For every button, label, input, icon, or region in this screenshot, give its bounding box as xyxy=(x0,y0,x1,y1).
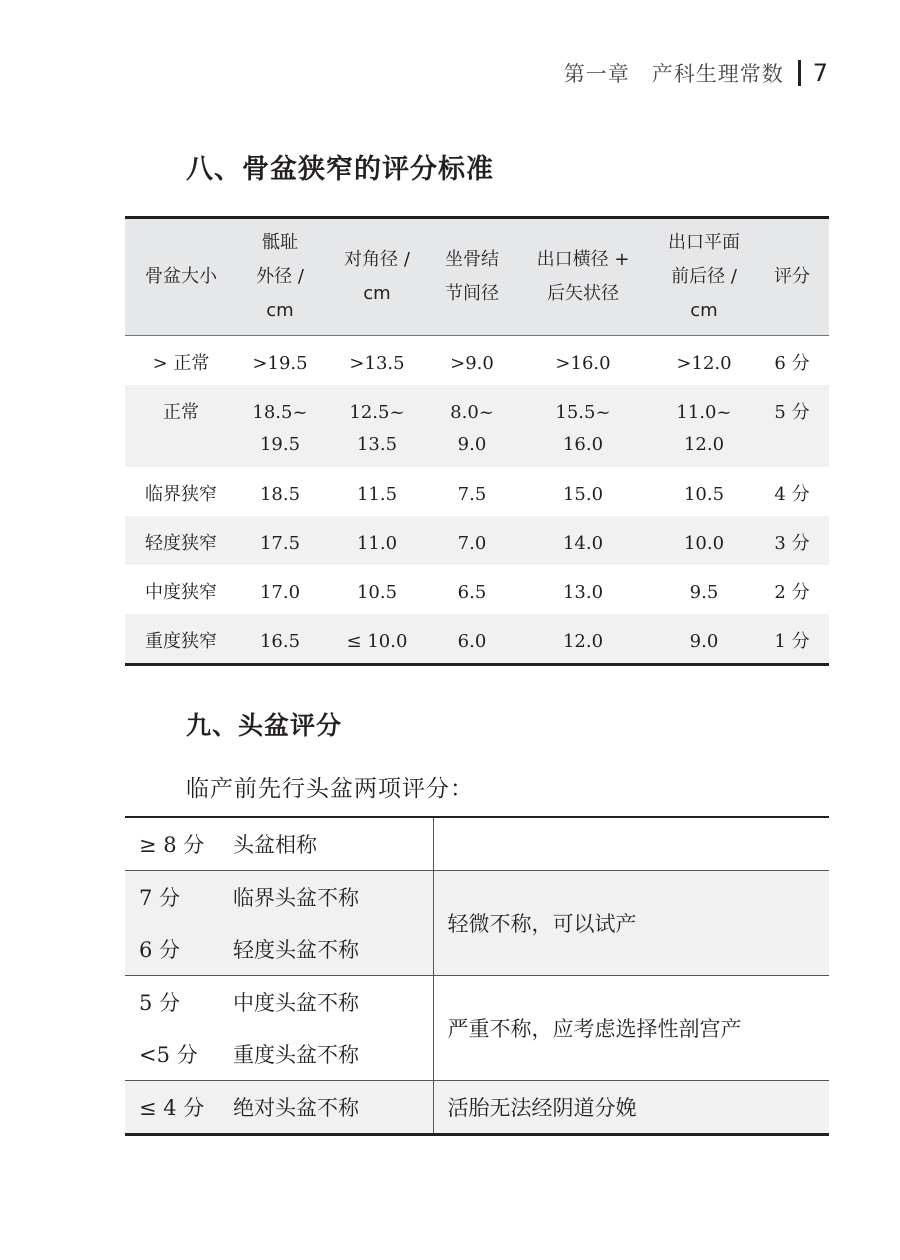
score-grade: 中度头盆不称 xyxy=(233,991,359,1015)
score-line xyxy=(125,923,433,975)
table-cell: 正常 xyxy=(125,385,237,467)
score-group-lines xyxy=(125,817,433,871)
score-line xyxy=(125,818,433,870)
table-cell: 16.5 xyxy=(237,614,323,665)
table-cell: 12.0 xyxy=(513,614,653,665)
score-value: 7 分 xyxy=(139,886,181,910)
score-line xyxy=(125,976,433,1028)
section-9-intro: 临产前先行头盆两项评分： xyxy=(186,776,474,802)
table-cell: 13.0 xyxy=(562,582,604,603)
section-9-title: 九、头盆评分 xyxy=(186,711,343,740)
score-grade: 临界头盆不称 xyxy=(233,886,359,910)
table-cell: 2 分 xyxy=(774,582,810,603)
score-group-description xyxy=(433,817,829,871)
score-group-lines xyxy=(125,976,433,1081)
table-cell: 轻度狭窄 xyxy=(125,516,237,565)
table-row xyxy=(125,336,829,386)
table-cell: 7.5 xyxy=(457,484,487,505)
table-cell: 6 分 xyxy=(774,353,810,374)
table-cell: 18.5~ 19.5 xyxy=(237,385,323,467)
table-cell: 1 分 xyxy=(755,614,829,665)
table-cell: 7.0 xyxy=(431,516,513,565)
table-cell: 6.5 xyxy=(457,582,487,603)
pelvis-score-table xyxy=(125,216,829,666)
column-header: 出口平面 前后径 / cm xyxy=(653,218,755,336)
score-value: 5 分 xyxy=(139,991,181,1015)
score-group-row xyxy=(125,976,829,1081)
score-group-lines xyxy=(125,1081,433,1135)
table-cell: 5 分 xyxy=(755,385,829,467)
section-8-title: 八、骨盆狭窄的评分标准 xyxy=(186,154,494,185)
table-row xyxy=(125,467,829,516)
table-cell: 11.5 xyxy=(356,484,398,505)
table-cell: 10.0 xyxy=(653,516,755,565)
table-body xyxy=(125,336,829,665)
score-grade: 重度头盆不称 xyxy=(233,1043,359,1067)
head-pelvis-score-table xyxy=(125,816,829,1136)
table-cell: >9.0 xyxy=(450,353,494,374)
score-group-row xyxy=(125,871,829,976)
score-value: <5 分 xyxy=(139,1043,198,1067)
column-header: 骨盆大小 xyxy=(125,218,237,336)
table-cell: ≤ 10.0 xyxy=(323,614,431,665)
score-line xyxy=(125,1028,433,1080)
table-cell: 9.5 xyxy=(689,582,719,603)
table-cell: 17.5 xyxy=(237,516,323,565)
score-group-description: 活胎无法经阴道分娩 xyxy=(433,1081,829,1135)
score-group-row xyxy=(125,1081,829,1135)
table-cell: 临界狭窄 xyxy=(145,484,217,505)
page-number: 7 xyxy=(812,59,828,87)
score-grade: 轻度头盆不称 xyxy=(233,938,359,962)
table-row xyxy=(125,385,829,467)
table-cell: > 正常 xyxy=(152,353,210,374)
table-cell: 15.5~ 16.0 xyxy=(513,385,653,467)
column-header: 骶耻 外径 / cm xyxy=(237,218,323,336)
table-cell: 12.5~ 13.5 xyxy=(323,385,431,467)
table-cell: 15.0 xyxy=(562,484,604,505)
column-header: 评分 xyxy=(755,218,829,336)
table-cell: 17.0 xyxy=(259,582,301,603)
score-value: 6 分 xyxy=(139,938,181,962)
table-cell: 18.5 xyxy=(259,484,301,505)
table-row xyxy=(125,614,829,665)
column-header: 对角径 / cm xyxy=(323,218,431,336)
score-group-description: 轻微不称，可以试产 xyxy=(433,871,829,976)
table-cell: 14.0 xyxy=(513,516,653,565)
table-cell: >16.0 xyxy=(555,353,611,374)
table-row xyxy=(125,516,829,565)
score-value: ≤ 4 分 xyxy=(139,1096,205,1120)
table-cell: >13.5 xyxy=(349,353,405,374)
hp-table-body xyxy=(125,817,829,1135)
score-grade: 绝对头盆不称 xyxy=(233,1096,359,1120)
score-line xyxy=(125,871,433,923)
score-grade: 头盆相称 xyxy=(233,833,317,857)
table-cell: 10.5 xyxy=(356,582,398,603)
table-cell: 10.5 xyxy=(683,484,725,505)
chapter-title: 第一章 产科生理常数 xyxy=(563,62,784,86)
score-line xyxy=(125,1081,433,1133)
table-cell: 9.0 xyxy=(653,614,755,665)
table-cell: >19.5 xyxy=(252,353,308,374)
table-cell: 11.0 xyxy=(323,516,431,565)
score-group-lines xyxy=(125,871,433,976)
table-cell: 重度狭窄 xyxy=(125,614,237,665)
score-value: ≥ 8 分 xyxy=(139,833,205,857)
header-divider xyxy=(798,60,801,86)
column-header: 坐骨结 节间径 xyxy=(431,218,513,336)
running-header xyxy=(564,58,828,88)
table-cell: 6.0 xyxy=(431,614,513,665)
table-row xyxy=(125,565,829,614)
table-cell: 3 分 xyxy=(755,516,829,565)
table-header-row xyxy=(125,218,829,336)
table-cell: 8.0~ 9.0 xyxy=(431,385,513,467)
table-cell: 中度狭窄 xyxy=(145,582,217,603)
table-cell: 4 分 xyxy=(774,484,810,505)
table-cell: 11.0~ 12.0 xyxy=(653,385,755,467)
column-header: 出口横径 + 后矢状径 xyxy=(513,218,653,336)
score-group-row xyxy=(125,817,829,871)
score-group-description: 严重不称，应考虑选择性剖宫产 xyxy=(433,976,829,1081)
table-cell: >12.0 xyxy=(676,353,732,374)
